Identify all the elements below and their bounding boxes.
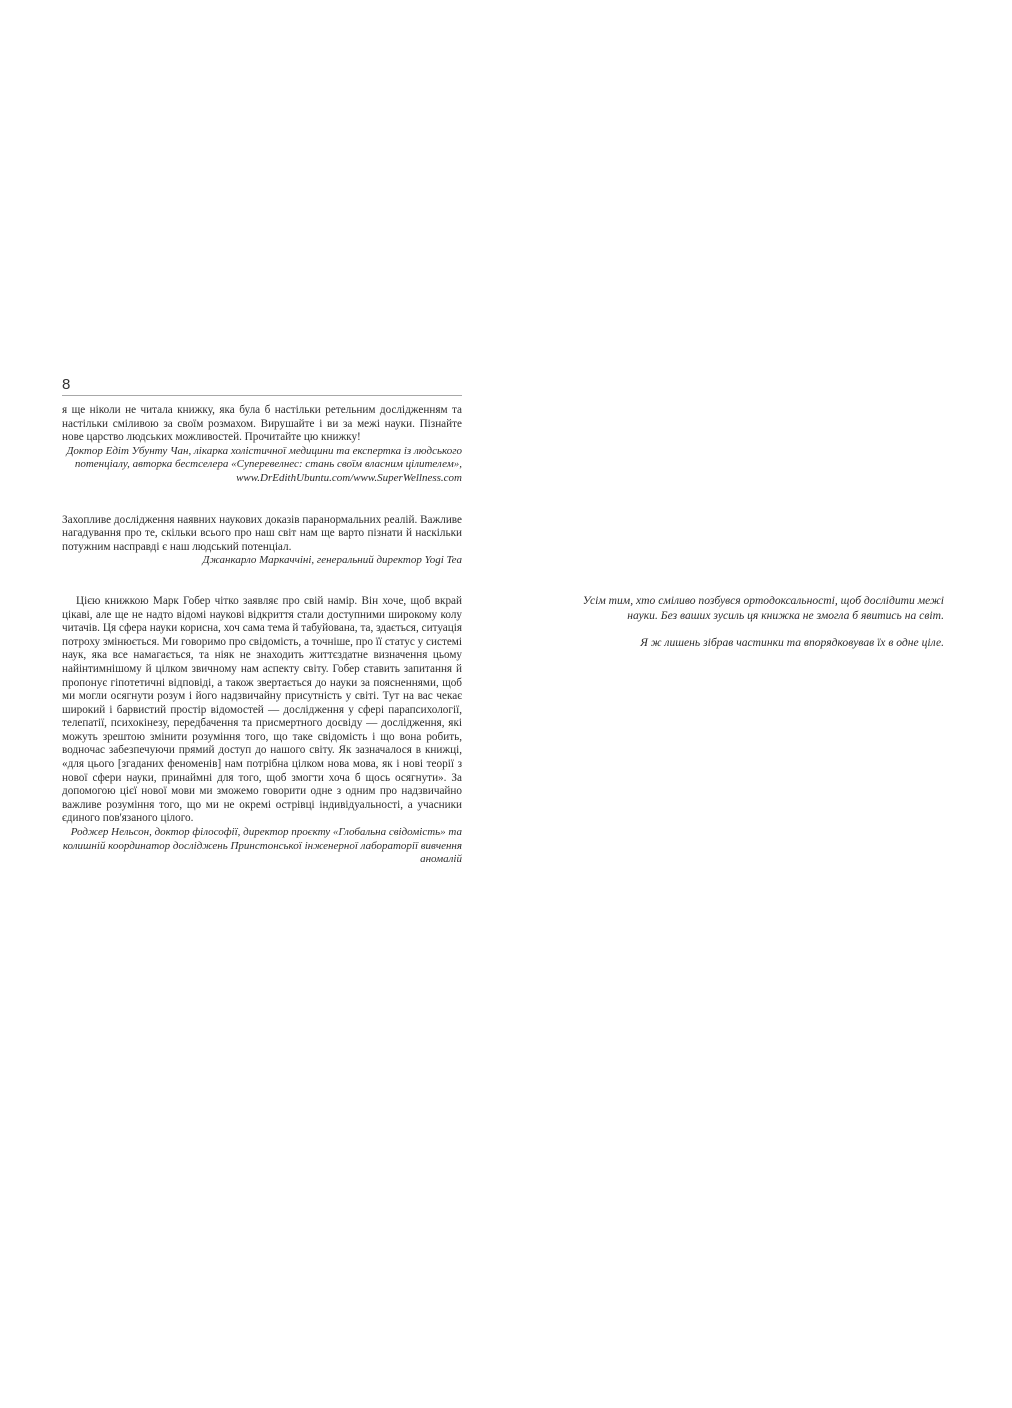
review-2	[62, 514, 462, 568]
header-rule	[62, 395, 462, 396]
review-attribution: Роджер Нельсон, доктор філософії, директор проєкту «Глобальна свідомість» та колишній координатор досліджень Принстонської інженерної лабораторії вивчення аномалій	[62, 826, 462, 866]
review-1	[62, 404, 462, 486]
page-number: 8	[62, 376, 71, 393]
left-page	[62, 376, 462, 867]
review-text: я ще ніколи не читала книжку, яка була б настільки ретельним дослідженням та настільки сміливою за своїм розмахом. Вирушайте і ви за межі науки. Пізнайте нове царство людських можливостей. Прочитайте цю книжку!	[62, 404, 462, 444]
dedication-text: Усім тим, хто сміливо позбувся ортодоксальності, щоб дослідити межі науки. Без ваших зусиль ця книжка не змогла б явитись на світ.	[582, 594, 944, 622]
review-text: Захопливе дослідження наявних наукових доказів паранормальних реалій. Важливе нагадування про те, скільки всього про наш світ нам ще варто пізнати й наскільки потужним насправді є наш людський потенціал.	[62, 513, 462, 553]
review-attribution: Джанкарло Маркаччіні, генеральний директор Yogi Tea	[202, 554, 462, 567]
dedication-page	[566, 594, 944, 651]
review-text: Цією книжкою Марк Гобер чітко заявляє про свій намір. Він хоче, щоб вкрай цікаві, але ще не надто відомі наукові відкриття стали доступними широкому колу читачів. Ця сфера науки корисна, хоч сама тема й табуйована, та, здається, ситуація потроху змінюється. Ми говоримо про свідомість, а точніше, про її статус у системі наук, яка все намагається, та ніяк не знаходить життєздатне визначення цьому найінтимнішому й цілком звичному нам аспекту світу. Гобер ставить запитання й пропонує гіпотетичні відповіді, а також звертається до науки за поясненнями, щоб ми могли осягнути розум і його надзвичайну присутність у світі. Тут на вас чекає широкий і барвистий простір відомостей — дослідження у сфері парапсихології, телепатії, психокінезу, передбачення та присмертного досвіду — дослідження, які можуть зрештою змінити розуміння того, що таке свідомість і що вона робить, водночас забезпечуючи прямий доступ до нашого світу. Як зазначалося в книжці, «для цього [згаданих феноменів] нам потрібна цілком нова мова, як і нові теорії з нової сфери науки, принаймні для того, щоб змогти хоча б щось осягнути». За допомогою цієї нової мови ми зможемо говорити одне з одним про надзвичайно важливе розуміння того, що ми не окремі острівці індивідуальності, а учасники єдиного пов'язаного цілого.	[62, 594, 462, 825]
dedication-closing: Я ж лишень зібрав частинки та впорядковував їх в одне ціле.	[640, 636, 944, 650]
review-3	[62, 595, 462, 867]
review-attribution: Доктор Едіт Убунту Чан, лікарка холістичної медицини та експертка із людського потенціалу, авторка бестселера «Суперевелнес: стань своїм власним цілителем», www.DrEdithUbuntu.com/www.SuperWellness.com	[66, 444, 462, 484]
